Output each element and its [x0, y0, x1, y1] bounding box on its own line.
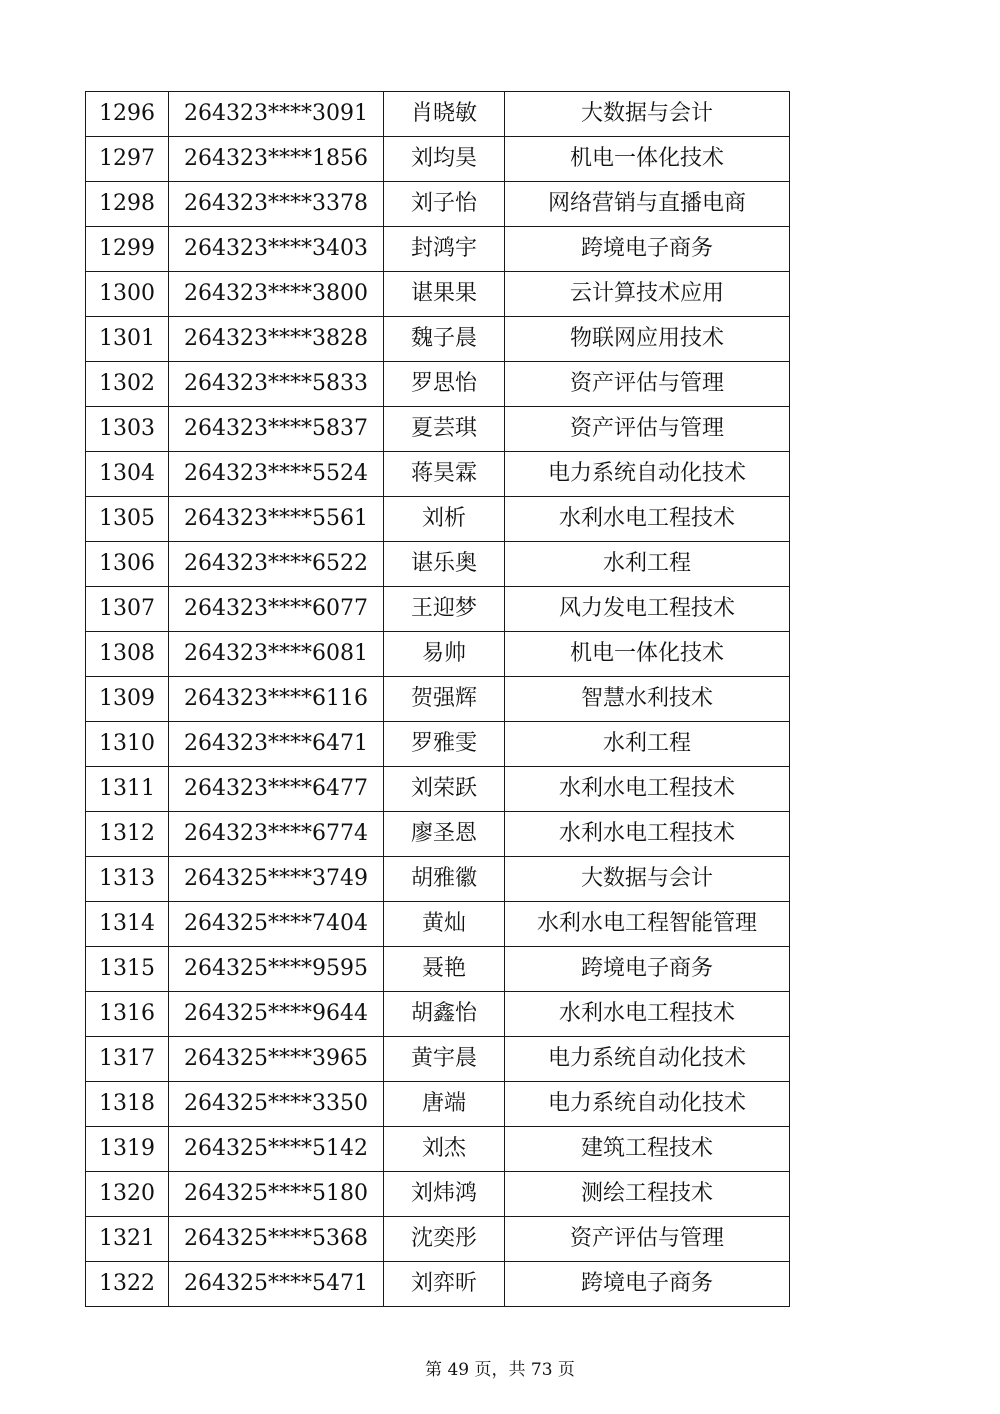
cell-seq: 1301	[86, 317, 169, 362]
cell-id-number: 264325****5471	[169, 1262, 384, 1307]
cell-name: 贺强辉	[384, 677, 505, 722]
table-row	[86, 497, 790, 542]
cell-id-number: 264323****6081	[169, 632, 384, 677]
table-row	[86, 362, 790, 407]
roster-table	[85, 91, 790, 1307]
table-row	[86, 1127, 790, 1172]
cell-id-number: 264325****5368	[169, 1217, 384, 1262]
cell-major: 水利水电工程技术	[505, 497, 790, 542]
cell-seq: 1307	[86, 587, 169, 632]
cell-name: 罗思怡	[384, 362, 505, 407]
cell-seq: 1306	[86, 542, 169, 587]
cell-name: 封鸿宇	[384, 227, 505, 272]
cell-seq: 1313	[86, 857, 169, 902]
cell-id-number: 264323****3091	[169, 92, 384, 137]
cell-major: 大数据与会计	[505, 92, 790, 137]
cell-major: 大数据与会计	[505, 857, 790, 902]
cell-name: 刘炜鸿	[384, 1172, 505, 1217]
table-row	[86, 947, 790, 992]
cell-seq: 1320	[86, 1172, 169, 1217]
cell-seq: 1319	[86, 1127, 169, 1172]
table-row	[86, 857, 790, 902]
cell-name: 黄宇晨	[384, 1037, 505, 1082]
cell-seq: 1322	[86, 1262, 169, 1307]
cell-id-number: 264325****5142	[169, 1127, 384, 1172]
cell-major: 网络营销与直播电商	[505, 182, 790, 227]
cell-seq: 1316	[86, 992, 169, 1037]
cell-id-number: 264323****6077	[169, 587, 384, 632]
cell-seq: 1309	[86, 677, 169, 722]
table-row	[86, 587, 790, 632]
table-row	[86, 182, 790, 227]
cell-major: 建筑工程技术	[505, 1127, 790, 1172]
cell-seq: 1311	[86, 767, 169, 812]
cell-seq: 1308	[86, 632, 169, 677]
cell-name: 谌果果	[384, 272, 505, 317]
cell-seq: 1302	[86, 362, 169, 407]
table-row	[86, 992, 790, 1037]
roster-table-body	[86, 92, 790, 1307]
cell-major: 水利水电工程智能管理	[505, 902, 790, 947]
table-row	[86, 677, 790, 722]
cell-seq: 1296	[86, 92, 169, 137]
cell-seq: 1318	[86, 1082, 169, 1127]
cell-seq: 1315	[86, 947, 169, 992]
cell-major: 跨境电子商务	[505, 227, 790, 272]
cell-major: 风力发电工程技术	[505, 587, 790, 632]
cell-id-number: 264323****5837	[169, 407, 384, 452]
cell-name: 沈奕彤	[384, 1217, 505, 1262]
cell-id-number: 264325****9644	[169, 992, 384, 1037]
table-row	[86, 92, 790, 137]
table-row	[86, 767, 790, 812]
cell-id-number: 264325****9595	[169, 947, 384, 992]
cell-id-number: 264323****3828	[169, 317, 384, 362]
cell-major: 云计算技术应用	[505, 272, 790, 317]
cell-major: 水利水电工程技术	[505, 992, 790, 1037]
table-row	[86, 227, 790, 272]
table-row	[86, 1262, 790, 1307]
cell-major: 电力系统自动化技术	[505, 452, 790, 497]
table-row	[86, 902, 790, 947]
cell-seq: 1298	[86, 182, 169, 227]
cell-seq: 1314	[86, 902, 169, 947]
cell-id-number: 264325****3965	[169, 1037, 384, 1082]
cell-name: 黄灿	[384, 902, 505, 947]
cell-major: 电力系统自动化技术	[505, 1082, 790, 1127]
cell-seq: 1297	[86, 137, 169, 182]
table-row	[86, 632, 790, 677]
cell-major: 资产评估与管理	[505, 1217, 790, 1262]
cell-name: 魏子晨	[384, 317, 505, 362]
cell-id-number: 264323****5524	[169, 452, 384, 497]
cell-name: 刘弈昕	[384, 1262, 505, 1307]
cell-name: 刘析	[384, 497, 505, 542]
cell-name: 聂艳	[384, 947, 505, 992]
cell-name: 刘子怡	[384, 182, 505, 227]
cell-id-number: 264323****5833	[169, 362, 384, 407]
cell-major: 测绘工程技术	[505, 1172, 790, 1217]
table-row	[86, 272, 790, 317]
cell-seq: 1312	[86, 812, 169, 857]
cell-name: 易帅	[384, 632, 505, 677]
cell-name: 罗雅雯	[384, 722, 505, 767]
cell-seq: 1321	[86, 1217, 169, 1262]
table-row	[86, 1217, 790, 1262]
cell-name: 刘均昊	[384, 137, 505, 182]
cell-id-number: 264323****6471	[169, 722, 384, 767]
cell-seq: 1310	[86, 722, 169, 767]
cell-name: 胡雅徽	[384, 857, 505, 902]
cell-seq: 1300	[86, 272, 169, 317]
cell-name: 刘荣跃	[384, 767, 505, 812]
cell-name: 唐端	[384, 1082, 505, 1127]
table-row	[86, 452, 790, 497]
cell-major: 水利水电工程技术	[505, 812, 790, 857]
cell-major: 跨境电子商务	[505, 947, 790, 992]
cell-seq: 1304	[86, 452, 169, 497]
cell-name: 肖晓敏	[384, 92, 505, 137]
cell-seq: 1299	[86, 227, 169, 272]
cell-name: 廖圣恩	[384, 812, 505, 857]
cell-name: 王迎梦	[384, 587, 505, 632]
table-row	[86, 722, 790, 767]
page-number-footer: 第 49 页，共 73 页	[425, 1360, 575, 1380]
cell-major: 智慧水利技术	[505, 677, 790, 722]
cell-major: 机电一体化技术	[505, 137, 790, 182]
cell-id-number: 264323****5561	[169, 497, 384, 542]
cell-id-number: 264323****6477	[169, 767, 384, 812]
cell-id-number: 264323****1856	[169, 137, 384, 182]
table-row	[86, 1082, 790, 1127]
cell-major: 物联网应用技术	[505, 317, 790, 362]
cell-name: 夏芸琪	[384, 407, 505, 452]
cell-id-number: 264325****5180	[169, 1172, 384, 1217]
table-row	[86, 812, 790, 857]
cell-name: 蒋昊霖	[384, 452, 505, 497]
table-row	[86, 542, 790, 587]
table-row	[86, 407, 790, 452]
cell-major: 资产评估与管理	[505, 362, 790, 407]
table-row	[86, 1037, 790, 1082]
cell-id-number: 264325****3350	[169, 1082, 384, 1127]
table-row	[86, 137, 790, 182]
cell-id-number: 264323****6116	[169, 677, 384, 722]
cell-seq: 1317	[86, 1037, 169, 1082]
table-row	[86, 317, 790, 362]
cell-major: 水利水电工程技术	[505, 767, 790, 812]
cell-id-number: 264323****3378	[169, 182, 384, 227]
cell-id-number: 264325****3749	[169, 857, 384, 902]
cell-major: 机电一体化技术	[505, 632, 790, 677]
cell-major: 跨境电子商务	[505, 1262, 790, 1307]
cell-name: 刘杰	[384, 1127, 505, 1172]
cell-seq: 1303	[86, 407, 169, 452]
cell-seq: 1305	[86, 497, 169, 542]
cell-id-number: 264323****6774	[169, 812, 384, 857]
table-row	[86, 1172, 790, 1217]
cell-id-number: 264325****7404	[169, 902, 384, 947]
cell-major: 电力系统自动化技术	[505, 1037, 790, 1082]
cell-major: 资产评估与管理	[505, 407, 790, 452]
cell-major: 水利工程	[505, 542, 790, 587]
cell-id-number: 264323****6522	[169, 542, 384, 587]
cell-id-number: 264323****3800	[169, 272, 384, 317]
cell-name: 谌乐奥	[384, 542, 505, 587]
cell-name: 胡鑫怡	[384, 992, 505, 1037]
cell-major: 水利工程	[505, 722, 790, 767]
cell-id-number: 264323****3403	[169, 227, 384, 272]
